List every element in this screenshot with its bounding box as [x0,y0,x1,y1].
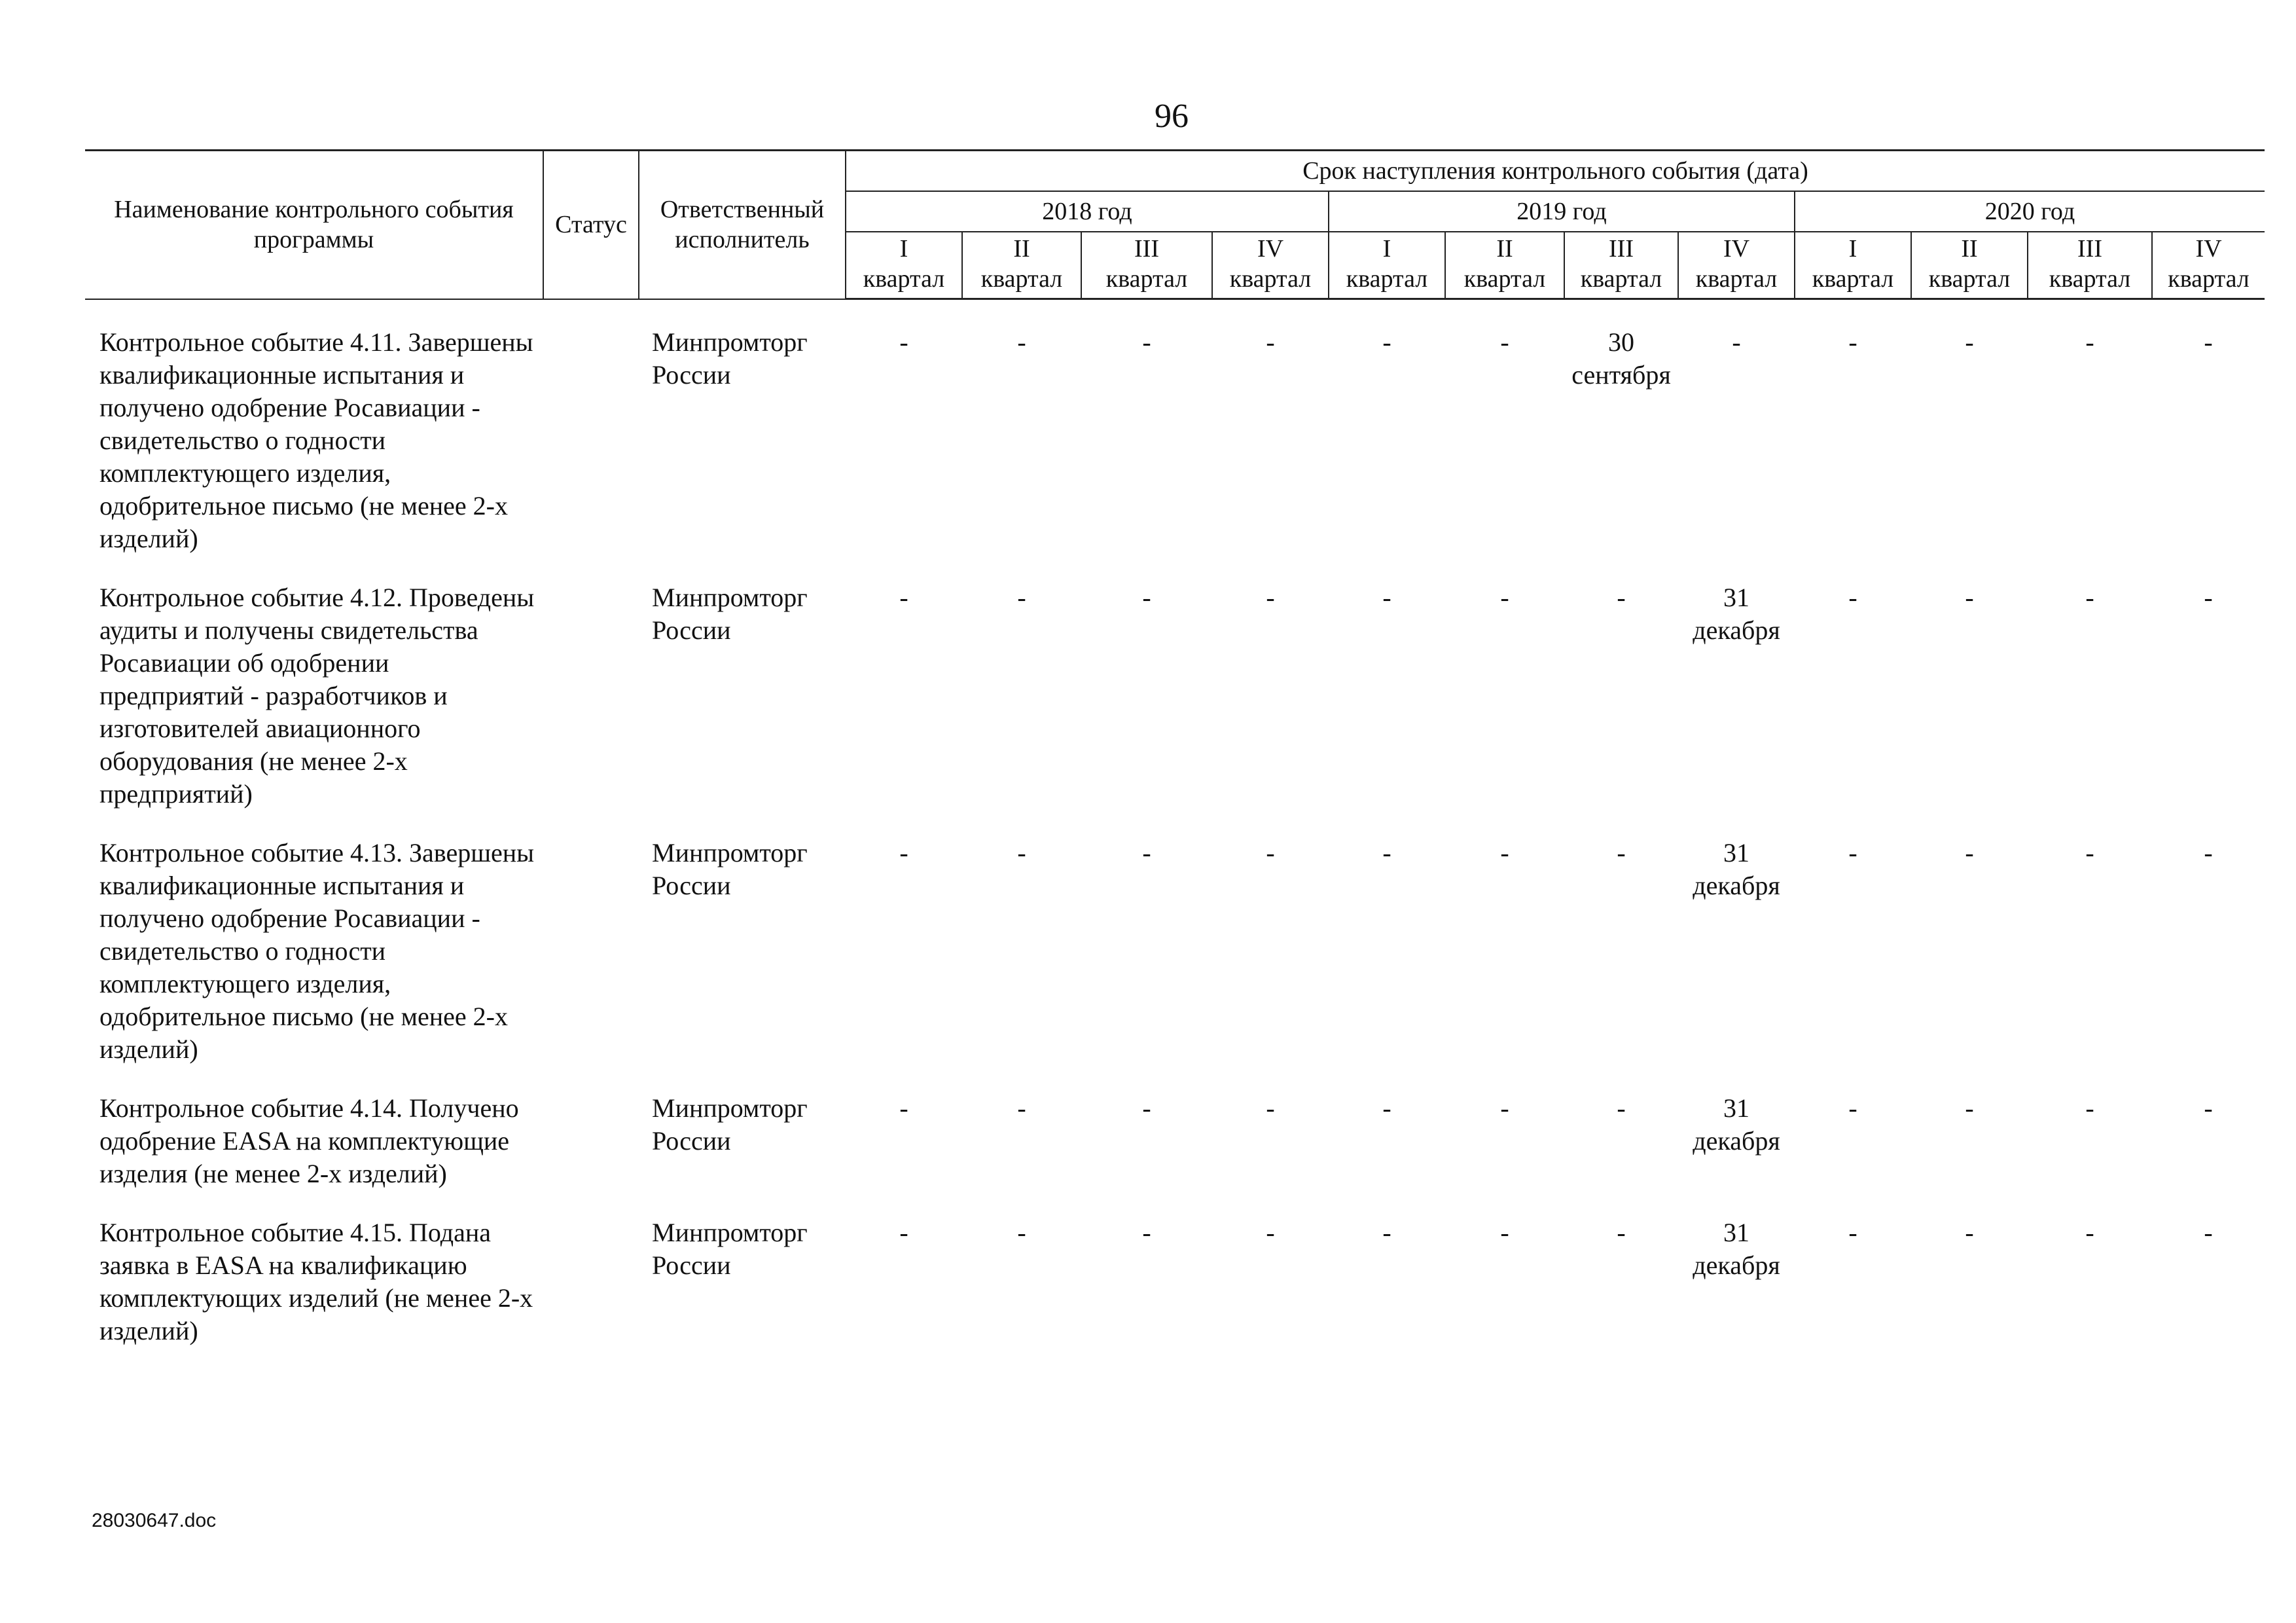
quarter-deadline: - [1266,1093,1275,1123]
quarter-label: квартал [1695,265,1778,293]
quarter-deadline: - [1617,1218,1626,1247]
header-deadline-group: Срок наступления контрольного события (дата) [846,151,2265,192]
header-quarter [1081,232,1212,299]
quarter-deadline: - [1500,838,1509,867]
table-header [85,151,2265,299]
quarter-deadline: - [899,1093,908,1123]
schedule-table [85,149,2265,1347]
header-quarter [1329,232,1445,299]
quarter-deadline: - [899,838,908,867]
event-responsible: Минпромторг России [652,1218,808,1280]
quarter-deadline: - [2085,838,2094,867]
quarter-deadline: - [1500,327,1509,357]
quarter-deadline: - [1848,1218,1857,1247]
header-quarter [1678,232,1795,299]
quarter-deadline: - [899,1218,908,1247]
header-year-2018: 2018 год [846,191,1329,232]
header-quarter [1795,232,1911,299]
quarter-deadline: - [1017,1218,1026,1247]
quarter-deadline: - [2204,1218,2213,1247]
quarter-deadline: - [2085,327,2094,357]
table-row [85,326,2265,555]
header-quarter [2152,232,2265,299]
quarter-deadline: - [1382,1218,1391,1247]
quarter-numeral: I [1382,235,1391,263]
quarter-numeral: IV [1723,235,1750,263]
table-row [85,1216,2265,1347]
quarter-deadline: - [1382,1093,1391,1123]
quarter-deadline: 30 сентября [1571,327,1671,390]
page-number: 96 [1155,98,1189,135]
quarter-deadline: 31 декабря [1693,583,1780,645]
quarter-label: квартал [1346,265,1428,293]
quarter-deadline: - [1965,1218,1974,1247]
header-quarter [846,232,962,299]
quarter-deadline: - [1848,327,1857,357]
quarter-deadline: - [1142,327,1151,357]
header-year-2020: 2020 год [1795,191,2265,232]
quarter-deadline: - [1017,327,1026,357]
quarter-label: квартал [1105,265,1188,293]
header-event-name: Наименование контрольного события программы [85,151,543,299]
event-responsible: Минпромторг России [652,838,808,900]
event-status [543,1216,639,1347]
quarter-deadline: - [1266,838,1275,867]
table-body [85,299,2265,1348]
quarter-deadline: - [2204,1093,2213,1123]
quarter-label: квартал [2168,265,2250,293]
header-responsible: Ответственный исполнитель [639,151,846,299]
quarter-deadline: - [1142,838,1151,867]
quarter-label: квартал [1812,265,1894,293]
table-row [85,1092,2265,1190]
header-quarter [1564,232,1678,299]
quarter-label: квартал [2049,265,2131,293]
quarter-numeral: IV [2195,235,2222,263]
quarter-deadline: - [1617,583,1626,612]
event-status [543,581,639,811]
quarter-deadline: - [1142,583,1151,612]
quarter-numeral: III [1609,235,1634,263]
quarter-deadline: - [1017,583,1026,612]
header-quarter [1911,232,2028,299]
quarter-deadline: 31 декабря [1693,838,1780,900]
quarter-deadline: - [1142,1218,1151,1247]
quarter-label: квартал [1580,265,1662,293]
quarter-numeral: III [2077,235,2102,263]
quarter-deadline: 31 декабря [1693,1093,1780,1156]
quarter-deadline: - [2204,583,2213,612]
quarter-label: квартал [863,265,945,293]
event-name: Контрольное событие 4.13. Завершены квалификационные испытания и получено одобрение Росавиации - свидетельство о годности комплектующего изделия, одобрительное письмо (не менее 2-х изделий) [99,838,535,1064]
quarter-deadline: - [1848,1093,1857,1123]
quarter-deadline: - [1732,327,1741,357]
quarter-deadline: - [1382,838,1391,867]
quarter-numeral: III [1134,235,1159,263]
quarter-deadline: - [1500,583,1509,612]
quarter-deadline: - [1617,838,1626,867]
quarter-deadline: - [1848,583,1857,612]
quarter-deadline: - [1965,327,1974,357]
quarter-deadline: - [1266,583,1275,612]
quarter-numeral: I [899,235,908,263]
event-status [543,326,639,555]
quarter-deadline: - [1500,1093,1509,1123]
quarter-deadline: - [1142,1093,1151,1123]
quarter-deadline: - [1382,327,1391,357]
quarter-numeral: II [1013,235,1030,263]
event-name: Контрольное событие 4.14. Получено одобрение EASA на комплектующие изделия (не менее 2-х изделий) [99,1093,519,1188]
quarter-numeral: II [1961,235,1978,263]
event-responsible: Минпромторг России [652,1093,808,1156]
quarter-deadline: - [1017,838,1026,867]
quarter-deadline: - [2085,1093,2094,1123]
event-name: Контрольное событие 4.15. Подана заявка в EASA на квалификацию комплектующих изделий (не менее 2-х изделий) [99,1218,533,1345]
quarter-label: квартал [1229,265,1312,293]
quarter-deadline: - [1266,1218,1275,1247]
quarter-deadline: - [1965,583,1974,612]
header-quarter [1445,232,1564,299]
quarter-deadline: - [1382,583,1391,612]
header-year-2019: 2019 год [1329,191,1795,232]
quarter-label: квартал [980,265,1063,293]
quarter-deadline: - [899,583,908,612]
event-name: Контрольное событие 4.12. Проведены аудиты и получены свидетельства Росавиации об одобрении предприятий - разработчиков и изготовителей авиационного оборудования (не менее 2-х предприятий) [99,583,535,809]
header-quarter [2028,232,2152,299]
quarter-deadline: - [1848,838,1857,867]
quarter-numeral: IV [1257,235,1284,263]
quarter-deadline: - [1965,1093,1974,1123]
event-name: Контрольное событие 4.11. Завершены квалификационные испытания и получено одобрение Росавиации - свидетельство о годности комплектующего изделия, одобрительное письмо (не менее 2-х изделий) [99,327,533,553]
table-row [85,581,2265,811]
header-quarter [962,232,1081,299]
quarter-label: квартал [1928,265,2011,293]
quarter-deadline: - [2204,327,2213,357]
quarter-deadline: - [1266,327,1275,357]
quarter-deadline: - [2085,1218,2094,1247]
event-status [543,837,639,1066]
quarter-deadline: - [2085,583,2094,612]
event-responsible: Минпромторг России [652,327,808,390]
quarter-deadline: - [1965,838,1974,867]
quarter-deadline: - [1017,1093,1026,1123]
event-status [543,1092,639,1190]
quarter-numeral: II [1496,235,1513,263]
table-row [85,837,2265,1066]
header-quarter [1212,232,1329,299]
quarter-deadline: - [1500,1218,1509,1247]
quarter-label: квартал [1463,265,1546,293]
quarter-numeral: I [1848,235,1857,263]
quarter-deadline: - [1617,1093,1626,1123]
header-status: Статус [543,151,639,299]
quarter-deadline: - [2204,838,2213,867]
event-responsible: Минпромторг России [652,583,808,645]
quarter-deadline: 31 декабря [1693,1218,1780,1280]
quarter-deadline: - [899,327,908,357]
footer-doc-id: 28030647.doc [92,1510,217,1531]
